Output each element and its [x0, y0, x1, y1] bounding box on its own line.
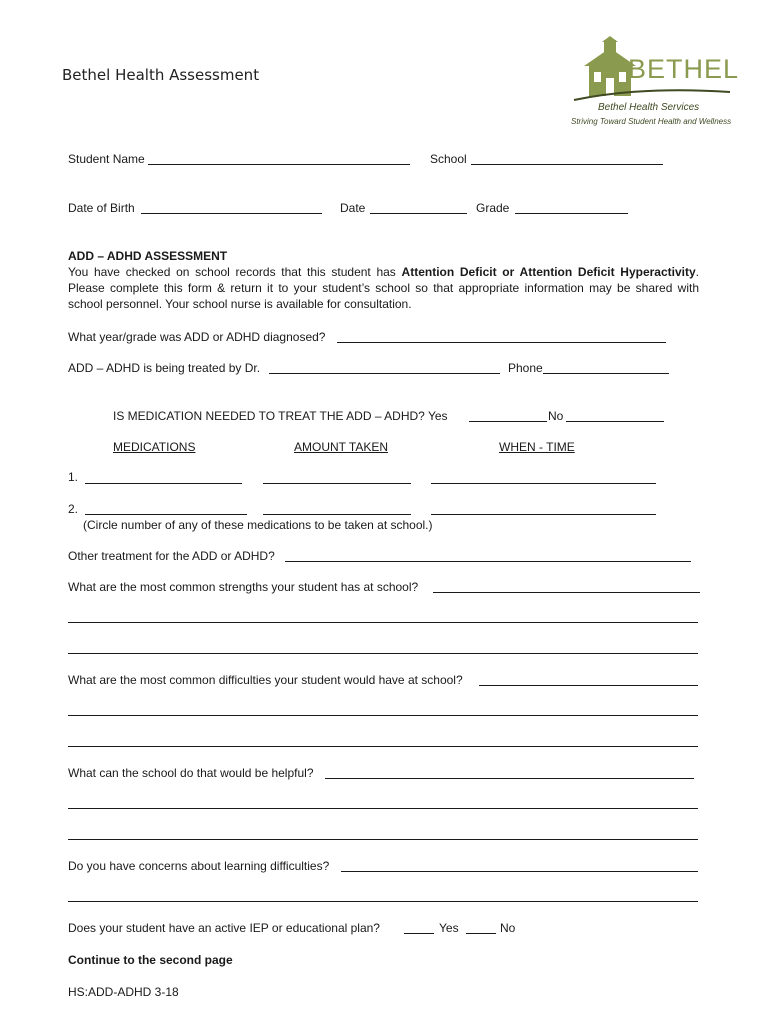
medication-2-time-field[interactable] [431, 514, 656, 515]
iep-question: Does your student have an active IEP or educational plan? [68, 921, 380, 935]
dob-label: Date of Birth [68, 201, 135, 215]
difficulties-line[interactable] [68, 746, 698, 747]
diagnosed-field[interactable] [337, 342, 666, 343]
diagnosed-question: What year/grade was ADD or ADHD diagnosed? [68, 330, 326, 344]
strengths-line[interactable] [68, 622, 698, 623]
school-help-field[interactable] [325, 778, 694, 779]
other-treatment-question: Other treatment for the ADD or ADHD? [68, 549, 275, 563]
medication-1-amount-field[interactable] [263, 483, 411, 484]
grade-label: Grade [476, 201, 510, 215]
school-help-line[interactable] [68, 808, 698, 809]
medication-note: (Circle number of any of these medications to be taken at school.) [83, 518, 433, 532]
school-help-line[interactable] [68, 839, 698, 840]
logo-tagline: Striving Toward Student Health and Wellness [571, 117, 732, 126]
date-field[interactable] [370, 213, 467, 214]
difficulties-question: What are the most common difficulties your student would have at school? [68, 673, 463, 687]
when-time-header: WHEN - TIME [499, 440, 575, 454]
medication-1-time-field[interactable] [431, 483, 656, 484]
strengths-field[interactable] [433, 592, 700, 593]
phone-field[interactable] [543, 373, 669, 374]
strengths-question: What are the most common strengths your student has at school? [68, 580, 419, 594]
learning-field[interactable] [341, 871, 698, 872]
strengths-line[interactable] [68, 653, 698, 654]
school-label: School [430, 152, 467, 166]
bethel-logo [568, 36, 740, 131]
assessment-intro: You have checked on school records that this student has Attention Deficit or Attention Deficit Hyperactivity. Please complete this form & return it to your student’s school so that appropriate information may be shared with school personnel. Your school nurse is available for consultation. [68, 265, 700, 311]
medications-header: MEDICATIONS [113, 440, 196, 454]
logo-wordmark: BETHEL [628, 54, 740, 84]
medication-needed-question: IS MEDICATION NEEDED TO TREAT THE ADD – ADHD? Yes [113, 409, 448, 423]
continue-note: Continue to the second page [68, 953, 233, 967]
logo-org-name: Bethel Health Services [598, 102, 700, 113]
medication-yes-field[interactable] [469, 421, 547, 422]
iep-no-label: No [500, 921, 516, 935]
difficulties-line[interactable] [68, 715, 698, 716]
grade-field[interactable] [515, 213, 628, 214]
school-help-question: What can the school do that would be helpful? [68, 766, 314, 780]
dob-field[interactable] [141, 213, 322, 214]
treated-by-label: ADD – ADHD is being treated by Dr. [68, 361, 261, 375]
date-label: Date [340, 201, 366, 215]
form-code: HS:ADD-ADHD 3-18 [68, 985, 179, 999]
logo-swoosh [572, 84, 732, 104]
learning-question: Do you have concerns about learning difficulties? [68, 859, 330, 873]
learning-line[interactable] [68, 901, 698, 902]
assessment-heading: ADD – ADHD ASSESSMENT [68, 249, 228, 263]
school-field[interactable] [471, 164, 663, 165]
medication-no-field[interactable] [566, 421, 664, 422]
medication-row-number[interactable]: 1. [68, 470, 79, 484]
medication-row-number[interactable]: 2. [68, 502, 79, 516]
iep-yes-field[interactable] [404, 933, 434, 934]
student-name-field[interactable] [148, 164, 410, 165]
medication-1-name-field[interactable] [85, 483, 242, 484]
phone-label: Phone [508, 361, 543, 375]
iep-yes-label: Yes [439, 921, 459, 935]
student-name-label: Student Name [68, 152, 145, 166]
amount-taken-header: AMOUNT TAKEN [294, 440, 389, 454]
iep-no-field[interactable] [466, 933, 496, 934]
other-treatment-field[interactable] [285, 561, 691, 562]
page-title: Bethel Health Assessment [62, 66, 260, 84]
medication-2-name-field[interactable] [85, 514, 247, 515]
doctor-field[interactable] [269, 373, 500, 374]
medication-2-amount-field[interactable] [263, 514, 411, 515]
difficulties-field[interactable] [479, 685, 698, 686]
medication-no-label: No [548, 409, 564, 423]
